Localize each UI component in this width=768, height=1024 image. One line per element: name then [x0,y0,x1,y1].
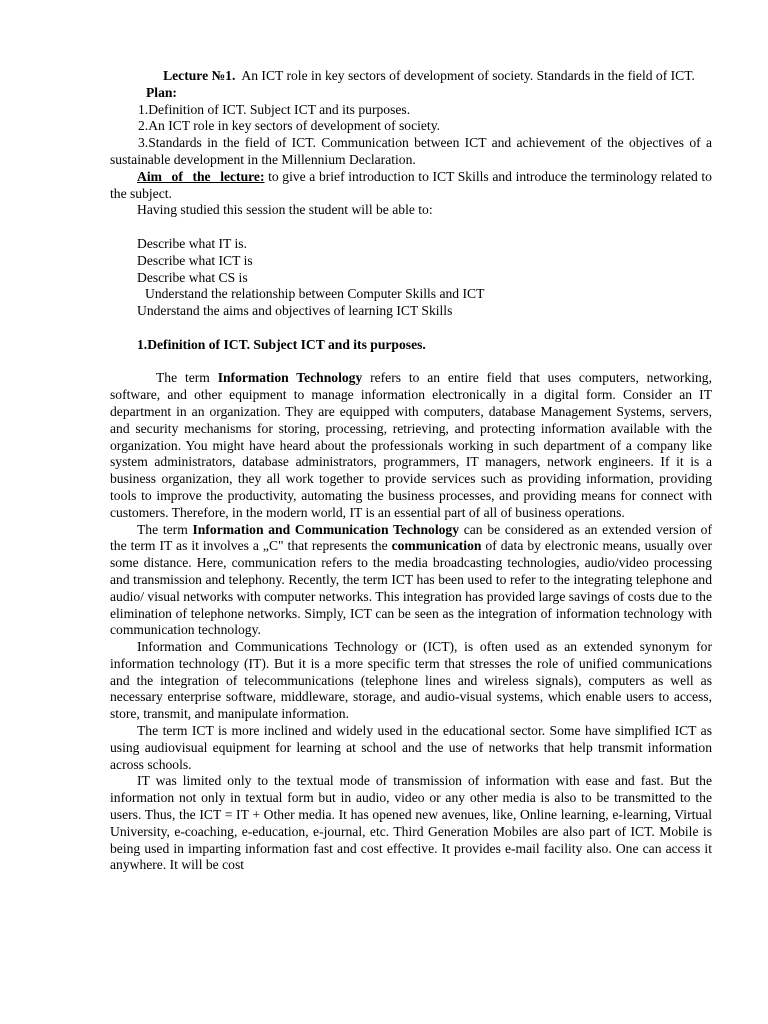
paragraph-ict [110,522,712,640]
paragraph-ict-media: IT was limited only to the textual mode of transmission of information with ease and fast. But the information not only in textual form but in audio, video or any other media is also to be transmitted to the users. Thus, the ICT = IT + Other media. It has opened new avenues, like, Online learning, e-learning, Virtual University, e-coaching, e-education, e-journal, etc. Third Generation Mobiles are also part of ICT. Mobile is being used in imparting information fast and cost effective. It provides e-mail facility also. One can access it anywhere. It will be cost [110,773,712,873]
outcome-item: Understand the aims and objectives of learning ICT Skills [137,303,453,319]
lecture-title [110,68,712,85]
outcome-item: Understand the relationship between Computer Skills and ICT [145,286,485,302]
term-communication: communication [391,538,482,554]
lecture-label: Lecture №1. [163,68,236,83]
plan-label: Plan: [146,84,177,100]
document-page [110,68,712,874]
section-heading: 1.Definition of ICT. Subject ICT and its purposes. [137,336,426,352]
spacer [110,354,712,371]
paragraph-ict-synonym: Information and Communications Technology or (ICT), is often used as an extended synonym for information technology (IT). But it is a more specific term that stresses the role of unified communications and the integration of telecommunications (telephone lines and wireless signals), computers as well as necessary enterprise software, middleware, storage, and audio-visual systems, which enable users to access, store, transmit, and manipulate information. [110,639,712,722]
plan-item: 1.Definition of ICT. Subject ICT and its purposes. [138,101,411,117]
aim-label: Aim of the lecture: [137,168,265,184]
text-run: The term [156,370,218,386]
plan-item: 3.Standards in the field of ICT. Communication between ICT and achievement of the objectives of a sustainable development in the Millennium Declaration. [110,135,712,167]
text-run: refers to an entire field that uses computers, networking, software, and other equipment to manage information electronically in a digital form. Consider an IT department in an organization. They are equipped with computers, database Management Systems, servers, and security mechanisms for storing, processing, retrieving, and protecting information available with the organization. You might have heard about the professionals working in such department of a company like system administrators, database administrators, programmers, IT managers, network engineers. If it is a business organization, they all work together to provide services such as providing information, providing tools to improve the productivity, automating the business processes, and providing means for connect with customers. Therefore, in the modern world, IT is an essential part of all of business operations. [110,370,712,520]
plan-item: 2.An ICT role in key sectors of development of society. [138,118,441,134]
paragraph-it [110,370,712,521]
outcome-item: Describe what ICT is [137,252,253,268]
spacer [110,320,712,337]
text-run: of data by electronic means, usually over some distance. Here, communication refers to the media broadcasting technologies, audio/video processing and transmission and telephony. Recently, the term ICT has been used to refer to the integrating telephone and audio/ visual networks with computer networks. This integration has provided large savings of costs due to the elimination of telephone networks. Simply, ICT can be seen as the integration of information technology with communication technology. [110,538,712,638]
outcome-item: Describe what IT is. [137,235,247,251]
text-run: The term [137,521,193,537]
spacer [110,219,712,236]
term-information-technology: Information Technology [217,370,363,386]
aim-paragraph [110,169,712,203]
term-ict: Information and Communication Technology [192,521,459,537]
outcome-item: Describe what CS is [137,269,248,285]
text-run: can be considered as an extended version of the term IT as it involves a „C" that represents the [110,521,712,554]
lecture-title-text: An ICT role in key sectors of development of society. Standards in the field of ICT. [241,68,695,83]
aim-text: to give a brief introduction to ICT Skills and introduce the terminology related to the subject. [110,168,712,201]
outcomes-intro: Having studied this session the student will be able to: [137,202,433,218]
paragraph-ict-education: The term ICT is more inclined and widely used in the educational sector. Some have simplified ICT as using audiovisual equipment for learning at school and the use of networks that help transmit information across schools. [110,723,712,772]
